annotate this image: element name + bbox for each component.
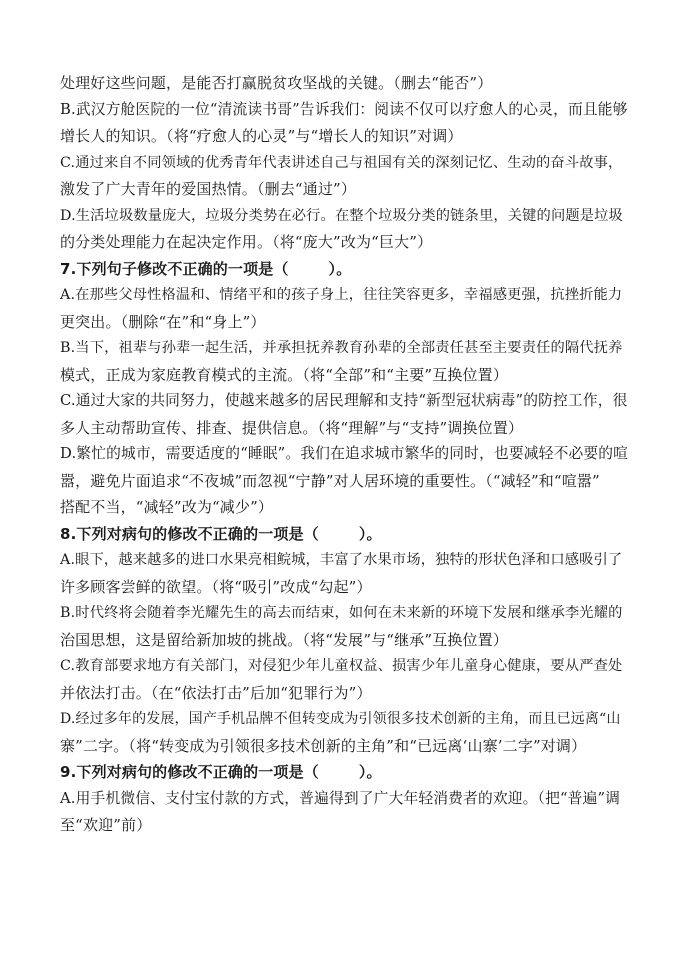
text-line: 增长人的知识。（将“疗愈人的心灵”与“增长人的知识”对调） xyxy=(60,127,463,145)
question-stem xyxy=(60,521,628,548)
text-line: 激发了广大青年的爱国热情。（删去“通过”） xyxy=(60,180,356,198)
question-close: ）。 xyxy=(358,763,382,781)
text-line: 的分类处理能力在起决定作用。（将“庞大”改为“巨大”） xyxy=(60,233,433,251)
question-stem xyxy=(60,759,628,786)
text-line: D.生活垃圾数量庞大，垃圾分类势在必行。在整个垃圾分类的链条里，关键的问题是垃圾 xyxy=(60,207,623,224)
question-close: ）。 xyxy=(358,524,382,543)
text-line: A.眼下，越来越多的进口水果亮相鲩城，丰富了水果市场，独特的形状色泽和口感吸引了 xyxy=(60,552,623,568)
text-line: 至“欢迎”前） xyxy=(60,816,152,834)
text-line: A.在那些父母性格温和、情绪平和的孩子身上，往往笑容更多，幸福感更强，抗挫折能力 xyxy=(60,287,623,303)
text-line: 模式，正成为家庭教育模式的主流。（将“全部”和“主要”互换位置） xyxy=(60,365,508,384)
text-line: 寨”二字。（将“转变成为引领很多技术创新的主角”和“已远离‘山寨’二字”对调） xyxy=(60,736,587,755)
text-line: C.通过大家的共同努力，使越来越多的居民理解和支持“新型冠状病毒”的防控工作，很 xyxy=(60,392,628,409)
text-line: A.用手机微信、支付宝付款的方式，普遍得到了广大年轻消费者的欢迎。（把“普遍”调 xyxy=(60,789,621,807)
text-line: B.时代终将会随着李光耀先生的高去而结束，如何在未来新的环境下发展和继承李光耀的 xyxy=(60,605,623,621)
document-page xyxy=(60,70,628,839)
question-stem xyxy=(60,256,628,283)
text-line: 并依法打击。（在“依法打击”后加“犯罪行为”） xyxy=(60,683,372,702)
text-line: D.经过多年的发展，国产手机品牌不但转变成为引领很多技术创新的主角，而且已远离“山 xyxy=(60,711,621,727)
text-line: 嚣，避免片面追求“不夜城”而忽视“宁静”对人居环境的重要性。（“减轻”和“喧嚣” xyxy=(60,471,600,490)
text-line: 治国思想，这是留给新加坡的挑战。（将“发展”与“继承”互换位置） xyxy=(60,630,508,649)
question-text: 9.下列对病句的修改不正确的一项是（ xyxy=(60,763,319,781)
question-close: ）。 xyxy=(328,259,352,278)
text-line: 多人主动帮助宣传、排查、提供信息。（将“理解”与“支持”调换位置） xyxy=(60,418,524,437)
text-line: B.武汉方舱医院的一位“清流读书哥”告诉我们：阅读不仅可以疗愈人的心灵，而且能够 xyxy=(60,100,628,118)
text-line: C.教育部要求地方有关部门，对侵犯少年儿童权益、损害少年儿童身心健康，要从严查处 xyxy=(60,658,623,674)
text-line: D.繁忙的城市，需要适度的“睡眠”。我们在追求城市繁华的同时，也要减轻不必要的喧 xyxy=(60,445,629,462)
text-line: 更突出。（删除“在”和“身上”） xyxy=(60,312,266,331)
question-text: 7.下列句子修改不正确的一项是（ xyxy=(60,259,289,278)
text-line: 搭配不当，“减轻”改为“减少”） xyxy=(60,498,274,516)
text-line: C.通过来自不同领域的优秀青年代表讲述自己与祖国有关的深刻记忆、生动的奋斗故事， xyxy=(60,154,623,171)
question-text: 8.下列对病句的修改不正确的一项是（ xyxy=(60,524,319,543)
text-line: 许多顾客尝鲜的欲望。（将“吸引”改成“勾起”） xyxy=(60,577,372,596)
text-line: 处理好这些问题，是能否打赢脱贫攻坚战的关键。（删去“能否”） xyxy=(60,74,493,92)
text-line: B.当下，祖辈与孙辈一起生活，并承担抚养教育孙辈的全部责任甚至主要责任的隔代抚养 xyxy=(60,340,623,356)
